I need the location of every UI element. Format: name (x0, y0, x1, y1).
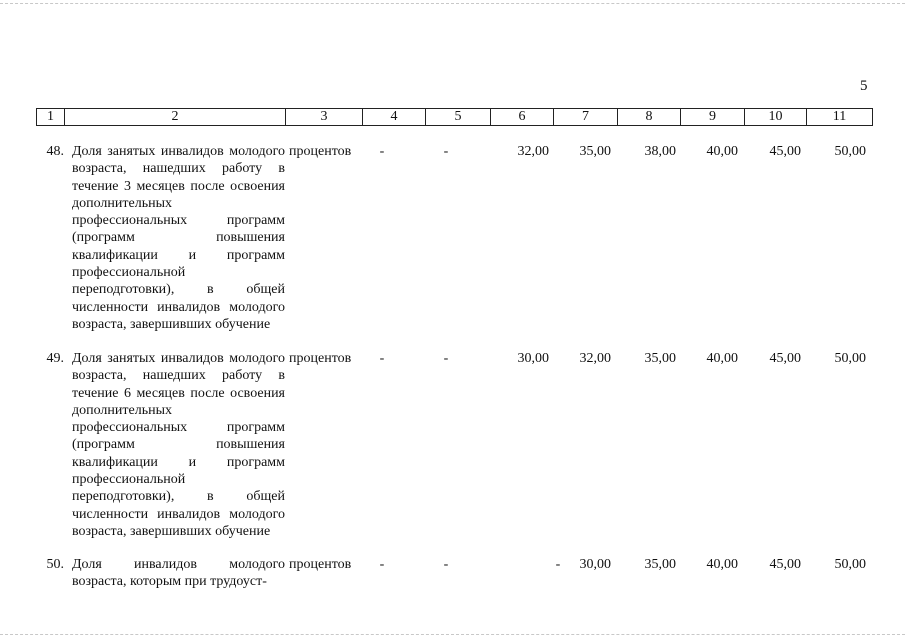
value-col-6: - (555, 557, 561, 572)
value-col-5: - (443, 144, 449, 159)
header-col-10: 10 (745, 109, 807, 126)
column-number-header (36, 108, 873, 126)
header-col-6: 6 (491, 109, 554, 126)
header-col-5: 5 (426, 109, 491, 126)
row-number: 48. (46, 144, 64, 159)
value-col-10: 45,00 (769, 144, 801, 159)
header-col-2: 2 (65, 109, 286, 126)
row-number: 50. (46, 557, 64, 572)
value-col-9: 40,00 (706, 351, 738, 366)
value-col-10: 45,00 (769, 351, 801, 366)
header-col-7: 7 (554, 109, 618, 126)
value-col-4: - (379, 557, 385, 572)
header-col-8: 8 (618, 109, 681, 126)
header-col-3: 3 (286, 109, 363, 126)
unit-cell: процентов (289, 557, 352, 572)
value-col-11: 50,00 (834, 351, 866, 366)
indicator-name: Доля занятых инвалидов молодого возраста, нашедших работу в течение 3 месяцев после освоения дополнительных профессиональных программ (программ повышения квалификации и программ профессиональной переподготовки), в общей численности инвалидов молодого возраста, завершивших обучение (72, 144, 285, 332)
indicator-name: Доля занятых инвалидов молодого возраста, нашедших работу в течение 6 месяцев после освоения дополнительных профессиональных программ (программ повышения квалификации и программ профессиональной переподготовки), в общей численности инвалидов молодого возраста, завершивших обучение (72, 351, 285, 539)
value-col-10: 45,00 (769, 557, 801, 572)
value-col-7: 30,00 (579, 557, 611, 572)
value-col-7: 32,00 (579, 351, 611, 366)
page-number: 5 (860, 78, 868, 94)
value-col-4: - (379, 351, 385, 366)
indicator-name: Доля инвалидов молодого возраста, которым при трудоуст- (72, 557, 285, 590)
value-col-9: 40,00 (706, 557, 738, 572)
unit-cell: процентов (289, 144, 352, 159)
value-col-5: - (443, 351, 449, 366)
value-col-9: 40,00 (706, 144, 738, 159)
value-col-4: - (379, 144, 385, 159)
unit-cell: процентов (289, 351, 352, 366)
value-col-8: 38,00 (644, 144, 676, 159)
scan-edge-bottom (0, 634, 905, 635)
scan-edge-top (0, 3, 905, 4)
value-col-8: 35,00 (644, 557, 676, 572)
header-col-11: 11 (807, 109, 873, 126)
value-col-11: 50,00 (834, 144, 866, 159)
value-col-8: 35,00 (644, 351, 676, 366)
value-col-11: 50,00 (834, 557, 866, 572)
header-col-9: 9 (681, 109, 745, 126)
value-col-5: - (443, 557, 449, 572)
value-col-6: 30,00 (517, 351, 549, 366)
row-number: 49. (46, 351, 64, 366)
value-col-7: 35,00 (579, 144, 611, 159)
header-col-1: 1 (37, 109, 65, 126)
value-col-6: 32,00 (517, 144, 549, 159)
header-col-4: 4 (363, 109, 426, 126)
